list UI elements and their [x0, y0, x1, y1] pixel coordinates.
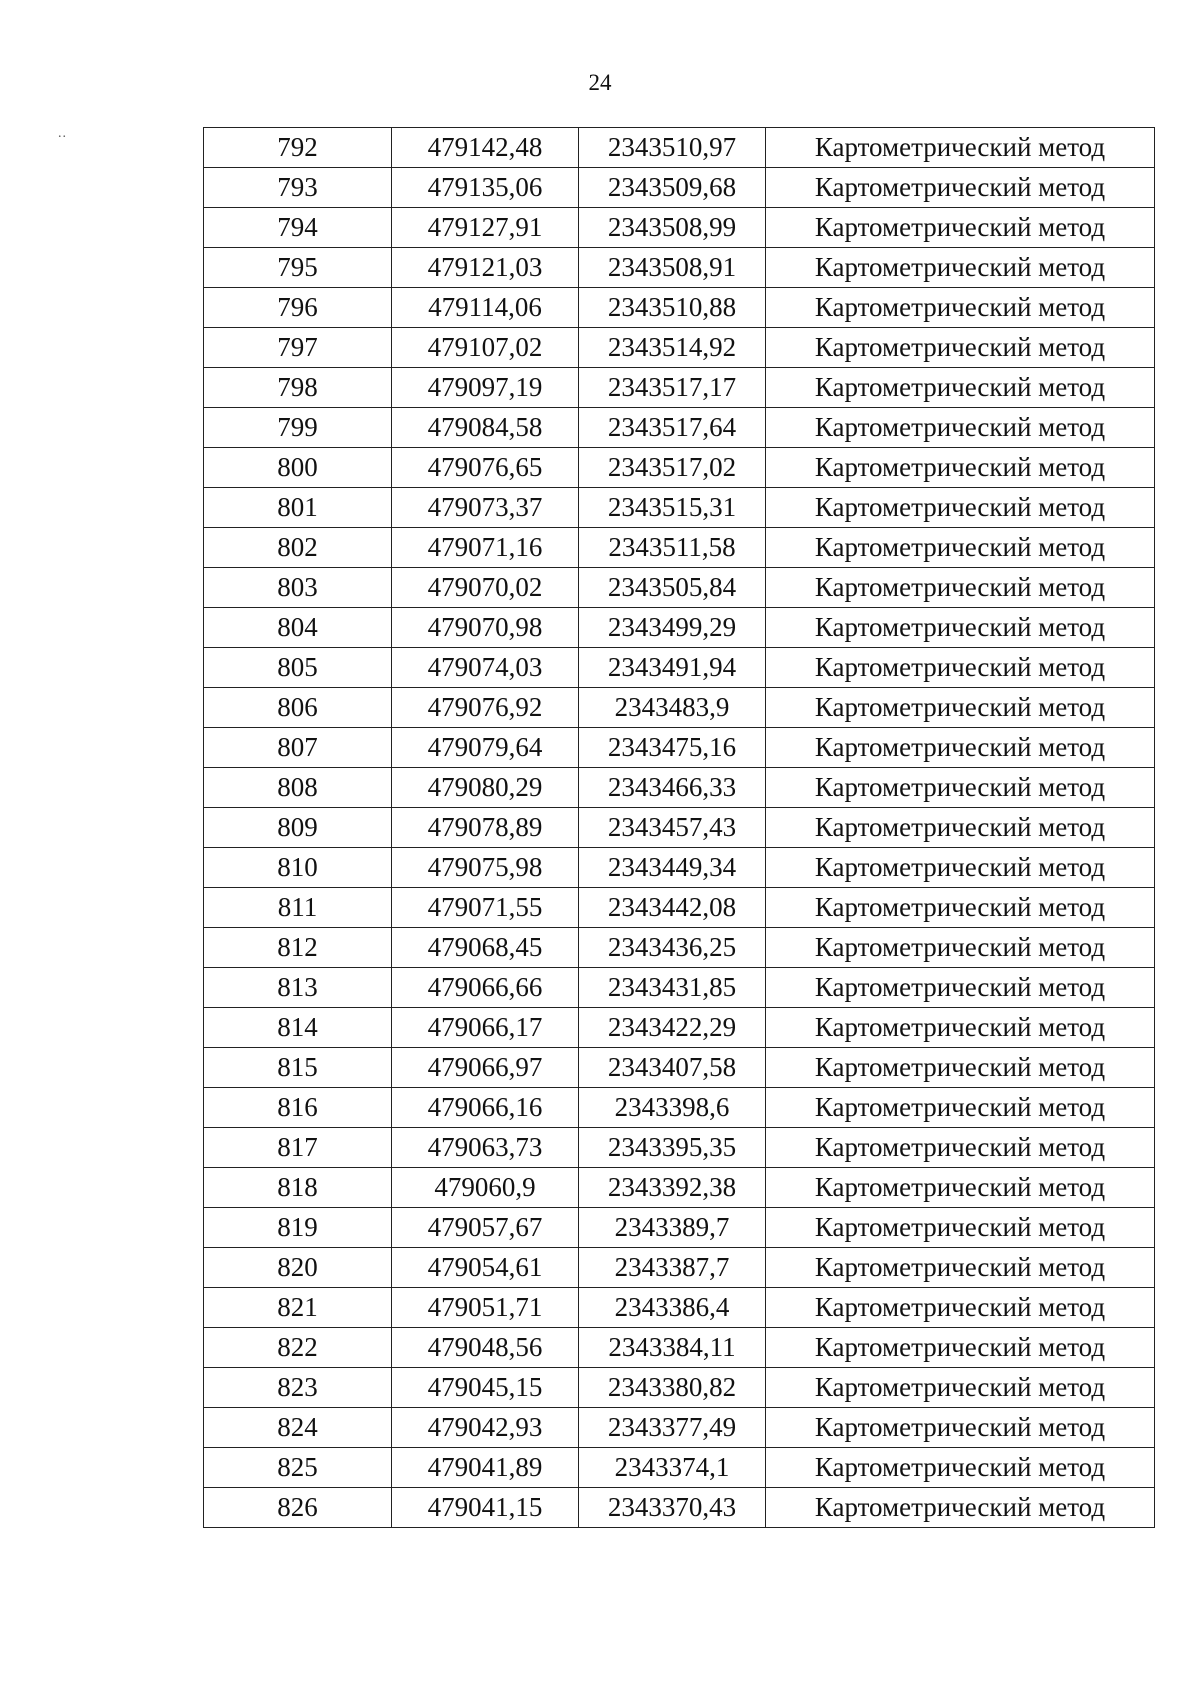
table-row	[204, 128, 1155, 168]
method-cell: Картометрический метод	[766, 608, 1155, 648]
x-coordinate-cell: 479060,9	[392, 1168, 579, 1208]
table-row	[204, 1008, 1155, 1048]
point-number-cell: 807	[204, 728, 392, 768]
table-row	[204, 1168, 1155, 1208]
y-coordinate-cell: 2343392,38	[579, 1168, 766, 1208]
point-number-cell: 815	[204, 1048, 392, 1088]
y-coordinate-cell: 2343475,16	[579, 728, 766, 768]
method-cell: Картометрический метод	[766, 1288, 1155, 1328]
table-row	[204, 808, 1155, 848]
x-coordinate-cell: 479070,02	[392, 568, 579, 608]
y-coordinate-cell: 2343511,58	[579, 528, 766, 568]
method-cell: Картометрический метод	[766, 968, 1155, 1008]
y-coordinate-cell: 2343508,99	[579, 208, 766, 248]
point-number-cell: 820	[204, 1248, 392, 1288]
method-cell: Картометрический метод	[766, 408, 1155, 448]
method-cell: Картометрический метод	[766, 688, 1155, 728]
x-coordinate-cell: 479066,97	[392, 1048, 579, 1088]
y-coordinate-cell: 2343386,4	[579, 1288, 766, 1328]
point-number-cell: 824	[204, 1408, 392, 1448]
y-coordinate-cell: 2343442,08	[579, 888, 766, 928]
coordinates-table-body	[204, 128, 1155, 1528]
point-number-cell: 794	[204, 208, 392, 248]
y-coordinate-cell: 2343510,97	[579, 128, 766, 168]
coordinates-table	[203, 127, 1155, 1528]
x-coordinate-cell: 479073,37	[392, 488, 579, 528]
table-row	[204, 288, 1155, 328]
y-coordinate-cell: 2343407,58	[579, 1048, 766, 1088]
point-number-cell: 816	[204, 1088, 392, 1128]
table-row	[204, 1128, 1155, 1168]
method-cell: Картометрический метод	[766, 1328, 1155, 1368]
point-number-cell: 798	[204, 368, 392, 408]
point-number-cell: 797	[204, 328, 392, 368]
method-cell: Картометрический метод	[766, 1488, 1155, 1528]
point-number-cell: 803	[204, 568, 392, 608]
table-row	[204, 728, 1155, 768]
x-coordinate-cell: 479066,66	[392, 968, 579, 1008]
method-cell: Картометрический метод	[766, 808, 1155, 848]
method-cell: Картометрический метод	[766, 368, 1155, 408]
x-coordinate-cell: 479084,58	[392, 408, 579, 448]
table-row	[204, 848, 1155, 888]
x-coordinate-cell: 479127,91	[392, 208, 579, 248]
table-row	[204, 608, 1155, 648]
y-coordinate-cell: 2343499,29	[579, 608, 766, 648]
x-coordinate-cell: 479079,64	[392, 728, 579, 768]
point-number-cell: 800	[204, 448, 392, 488]
x-coordinate-cell: 479076,92	[392, 688, 579, 728]
method-cell: Картометрический метод	[766, 1368, 1155, 1408]
y-coordinate-cell: 2343422,29	[579, 1008, 766, 1048]
method-cell: Картометрический метод	[766, 568, 1155, 608]
point-number-cell: 825	[204, 1448, 392, 1488]
y-coordinate-cell: 2343380,82	[579, 1368, 766, 1408]
table-row	[204, 328, 1155, 368]
table-row	[204, 928, 1155, 968]
x-coordinate-cell: 479048,56	[392, 1328, 579, 1368]
table-row	[204, 448, 1155, 488]
x-coordinate-cell: 479041,89	[392, 1448, 579, 1488]
method-cell: Картометрический метод	[766, 648, 1155, 688]
method-cell: Картометрический метод	[766, 488, 1155, 528]
table-row	[204, 408, 1155, 448]
x-coordinate-cell: 479074,03	[392, 648, 579, 688]
table-row	[204, 248, 1155, 288]
x-coordinate-cell: 479054,61	[392, 1248, 579, 1288]
x-coordinate-cell: 479142,48	[392, 128, 579, 168]
table-row	[204, 1408, 1155, 1448]
y-coordinate-cell: 2343505,84	[579, 568, 766, 608]
point-number-cell: 806	[204, 688, 392, 728]
x-coordinate-cell: 479057,67	[392, 1208, 579, 1248]
y-coordinate-cell: 2343515,31	[579, 488, 766, 528]
table-row	[204, 1288, 1155, 1328]
point-number-cell: 804	[204, 608, 392, 648]
y-coordinate-cell: 2343398,6	[579, 1088, 766, 1128]
method-cell: Картометрический метод	[766, 1088, 1155, 1128]
table-row	[204, 1448, 1155, 1488]
y-coordinate-cell: 2343466,33	[579, 768, 766, 808]
x-coordinate-cell: 479068,45	[392, 928, 579, 968]
method-cell: Картометрический метод	[766, 768, 1155, 808]
point-number-cell: 796	[204, 288, 392, 328]
y-coordinate-cell: 2343509,68	[579, 168, 766, 208]
page-number: 24	[588, 70, 612, 95]
x-coordinate-cell: 479066,16	[392, 1088, 579, 1128]
method-cell: Картометрический метод	[766, 128, 1155, 168]
method-cell: Картометрический метод	[766, 1248, 1155, 1288]
point-number-cell: 805	[204, 648, 392, 688]
point-number-cell: 813	[204, 968, 392, 1008]
x-coordinate-cell: 479066,17	[392, 1008, 579, 1048]
point-number-cell: 812	[204, 928, 392, 968]
x-coordinate-cell: 479070,98	[392, 608, 579, 648]
table-row	[204, 488, 1155, 528]
y-coordinate-cell: 2343449,34	[579, 848, 766, 888]
y-coordinate-cell: 2343436,25	[579, 928, 766, 968]
method-cell: Картометрический метод	[766, 928, 1155, 968]
table-row	[204, 1488, 1155, 1528]
table-row	[204, 368, 1155, 408]
point-number-cell: 811	[204, 888, 392, 928]
y-coordinate-cell: 2343431,85	[579, 968, 766, 1008]
y-coordinate-cell: 2343517,02	[579, 448, 766, 488]
method-cell: Картометрический метод	[766, 208, 1155, 248]
method-cell: Картометрический метод	[766, 1008, 1155, 1048]
x-coordinate-cell: 479080,29	[392, 768, 579, 808]
y-coordinate-cell: 2343514,92	[579, 328, 766, 368]
x-coordinate-cell: 479135,06	[392, 168, 579, 208]
method-cell: Картометрический метод	[766, 1168, 1155, 1208]
point-number-cell: 817	[204, 1128, 392, 1168]
y-coordinate-cell: 2343517,64	[579, 408, 766, 448]
y-coordinate-cell: 2343384,11	[579, 1328, 766, 1368]
y-coordinate-cell: 2343370,43	[579, 1488, 766, 1528]
table-row	[204, 648, 1155, 688]
y-coordinate-cell: 2343483,9	[579, 688, 766, 728]
y-coordinate-cell: 2343510,88	[579, 288, 766, 328]
scan-mark: ..	[58, 126, 67, 141]
point-number-cell: 808	[204, 768, 392, 808]
point-number-cell: 821	[204, 1288, 392, 1328]
x-coordinate-cell: 479114,06	[392, 288, 579, 328]
method-cell: Картометрический метод	[766, 728, 1155, 768]
table-row	[204, 528, 1155, 568]
method-cell: Картометрический метод	[766, 288, 1155, 328]
point-number-cell: 810	[204, 848, 392, 888]
y-coordinate-cell: 2343457,43	[579, 808, 766, 848]
point-number-cell: 795	[204, 248, 392, 288]
x-coordinate-cell: 479078,89	[392, 808, 579, 848]
method-cell: Картометрический метод	[766, 1208, 1155, 1248]
y-coordinate-cell: 2343374,1	[579, 1448, 766, 1488]
x-coordinate-cell: 479045,15	[392, 1368, 579, 1408]
table-row	[204, 688, 1155, 728]
x-coordinate-cell: 479097,19	[392, 368, 579, 408]
x-coordinate-cell: 479071,55	[392, 888, 579, 928]
method-cell: Картометрический метод	[766, 1448, 1155, 1488]
point-number-cell: 818	[204, 1168, 392, 1208]
x-coordinate-cell: 479042,93	[392, 1408, 579, 1448]
table-row	[204, 568, 1155, 608]
table-row	[204, 1048, 1155, 1088]
point-number-cell: 826	[204, 1488, 392, 1528]
method-cell: Картометрический метод	[766, 888, 1155, 928]
y-coordinate-cell: 2343508,91	[579, 248, 766, 288]
table-row	[204, 208, 1155, 248]
point-number-cell: 809	[204, 808, 392, 848]
point-number-cell: 802	[204, 528, 392, 568]
point-number-cell: 814	[204, 1008, 392, 1048]
method-cell: Картометрический метод	[766, 1408, 1155, 1448]
x-coordinate-cell: 479076,65	[392, 448, 579, 488]
point-number-cell: 801	[204, 488, 392, 528]
x-coordinate-cell: 479071,16	[392, 528, 579, 568]
y-coordinate-cell: 2343517,17	[579, 368, 766, 408]
method-cell: Картометрический метод	[766, 528, 1155, 568]
table-row	[204, 1208, 1155, 1248]
y-coordinate-cell: 2343395,35	[579, 1128, 766, 1168]
method-cell: Картометрический метод	[766, 248, 1155, 288]
y-coordinate-cell: 2343491,94	[579, 648, 766, 688]
table-row	[204, 1368, 1155, 1408]
point-number-cell: 799	[204, 408, 392, 448]
method-cell: Картометрический метод	[766, 168, 1155, 208]
table-row	[204, 1328, 1155, 1368]
x-coordinate-cell: 479107,02	[392, 328, 579, 368]
method-cell: Картометрический метод	[766, 848, 1155, 888]
table-row	[204, 768, 1155, 808]
point-number-cell: 822	[204, 1328, 392, 1368]
method-cell: Картометрический метод	[766, 1048, 1155, 1088]
x-coordinate-cell: 479075,98	[392, 848, 579, 888]
table-row	[204, 1088, 1155, 1128]
y-coordinate-cell: 2343389,7	[579, 1208, 766, 1248]
method-cell: Картометрический метод	[766, 1128, 1155, 1168]
x-coordinate-cell: 479121,03	[392, 248, 579, 288]
table-row	[204, 1248, 1155, 1288]
y-coordinate-cell: 2343377,49	[579, 1408, 766, 1448]
x-coordinate-cell: 479063,73	[392, 1128, 579, 1168]
y-coordinate-cell: 2343387,7	[579, 1248, 766, 1288]
table-row	[204, 168, 1155, 208]
x-coordinate-cell: 479051,71	[392, 1288, 579, 1328]
point-number-cell: 819	[204, 1208, 392, 1248]
point-number-cell: 792	[204, 128, 392, 168]
table-row	[204, 888, 1155, 928]
method-cell: Картометрический метод	[766, 448, 1155, 488]
table-row	[204, 968, 1155, 1008]
method-cell: Картометрический метод	[766, 328, 1155, 368]
point-number-cell: 793	[204, 168, 392, 208]
point-number-cell: 823	[204, 1368, 392, 1408]
x-coordinate-cell: 479041,15	[392, 1488, 579, 1528]
